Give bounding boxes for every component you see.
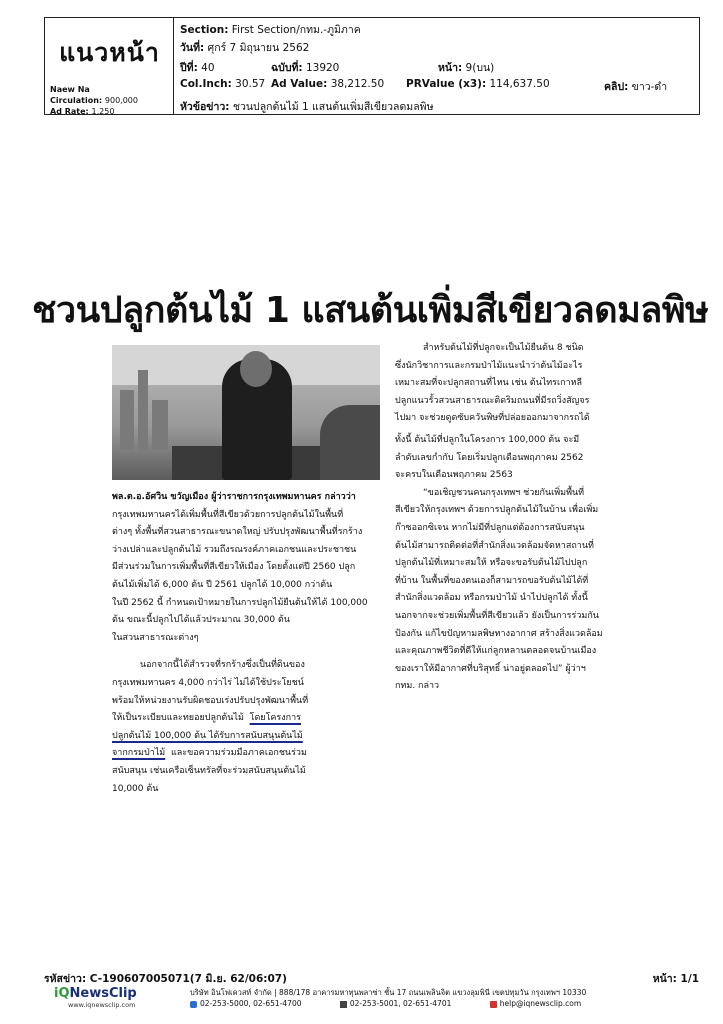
topic-row: หัวข้อข่าว: ชวนปลูกต้นไม้ 1 แสนต้นเพิ่มสีเขียวลดมลพิษ <box>180 101 434 113</box>
article-line: ปลูกแนวรั้วสวนสาธารณะติดริมถนนที่มีรถวิ่งสัญจร <box>395 395 590 406</box>
article-line: มีส่วนร่วมในการเพิ่มพื้นที่สีเขียวให้เมือง โดยตั้งแต่ปี 2560 ปลูก <box>112 562 356 573</box>
article-line: ของเราให้มีอากาศที่บริสุทธิ์ น่าอยู่ตลอดไป” ผู้ว่าฯ <box>395 663 586 674</box>
fax-icon <box>340 1001 347 1008</box>
highlighted-text: โดยโครงการ <box>249 713 301 724</box>
article-line: กรุงเทพมหานคร 4,000 กว่าไร่ ไม่ได้ใช้ประโยชน์ <box>112 677 304 688</box>
news-code: รหัสข่าว: C-190607005071(7 มิ.ย. 62/06:07) <box>44 973 287 985</box>
clipping-details <box>174 18 699 114</box>
article-line: ต่างๆ ทั้งพื้นที่สวนสาธารณะขนาดใหญ่ ปรับปรุงพัฒนาพื้นที่รกร้าง <box>112 527 363 538</box>
value-row: Col.Inch: 30.57 Ad Value: 38,212.50 PRValue (x3): 114,637.50 คลิป: ขาว-ดำ <box>180 78 668 93</box>
date-row: วันที่: ศุกร์ 7 มิถุนายน 2562 <box>180 42 310 54</box>
article-line: จากกรมป่าไม้ และขอความร่วมมือภาคเอกชนร่วม <box>112 748 307 759</box>
article-line: 10,000 ต้น <box>112 783 159 794</box>
email-contact[interactable]: help@iqnewsclip.com <box>490 999 599 1008</box>
article-column-left <box>112 489 380 798</box>
article-line: กทม. กล่าว <box>395 681 440 692</box>
footer-bar <box>44 986 700 1012</box>
publication-logo: แนวหน้า <box>59 38 160 67</box>
contact-row <box>190 999 617 1008</box>
article-line: สีเขียวให้กรุงเทพฯ ด้วยการปลูกต้นไม้ในบ้าน เพื่อเพิ่ม <box>395 505 599 516</box>
article-line: ลำดับเลขกำกับ โดยเริ่มปลูกเดือนพฤภาคม 2562 <box>395 452 584 463</box>
article-lead: พล.ต.อ.อัศวิน ขวัญเมือง ผู้ว่าราชการกรุงเทพมหานคร กล่าวว่า <box>112 492 356 502</box>
mail-icon <box>490 1001 497 1008</box>
article-line: นอกจากจะช่วยเพิ่มพื้นที่สีเขียวแล้ว ยังเป็นการร่วมกัน <box>395 610 599 621</box>
article-line: ในสวนสาธารณะต่างๆ <box>112 632 199 643</box>
article-line: ไปมา จะช่วยดูดซับควันพิษที่ปล่อยออกมาจากรถได้ <box>395 413 590 424</box>
clipping-header <box>44 17 700 115</box>
article-line: จะครบในเดือนพฤภาคม 2563 <box>395 470 513 481</box>
article-headline: ชวนปลูกต้นไม้ 1 แสนต้นเพิ่มสีเขียวลดมลพิษ <box>32 290 709 331</box>
phone-icon <box>190 1001 197 1008</box>
section-row: Section: First Section/กทม.-ภูมิภาค <box>180 24 361 36</box>
article-line: นอกจากนี้ได้สำรวจที่รกร้างซึ่งเป็นที่ดินของ <box>140 660 305 671</box>
page-number: หน้า: 1/1 <box>652 973 699 985</box>
publication-box <box>45 18 174 114</box>
article-line: “ขอเชิญชวนคนกรุงเทพฯ ช่วยกันเพิ่มพื้นที่ <box>423 487 585 498</box>
publication-meta <box>50 84 138 117</box>
highlighted-text: ปลูกต้นไม้ 100,000 ต้น ได้รับการสนับสนุนต้นไม้ <box>112 730 303 741</box>
article-line: และคุณภาพชีวิตที่ดีให้แก่ลูกหลานตลอดจนบ้านเมือง <box>395 646 597 657</box>
article-line: ทั้งนี้ ต้นไม้ที่ปลูกในโครงการ 100,000 ต้น จะมี <box>395 434 580 445</box>
article-line: ต้นไม้เพิ่มได้ 6,000 ต้น ปี 2561 ปลูกได้ 10,000 กว่าต้น <box>112 579 333 590</box>
circulation: Circulation: 900,000 <box>50 96 138 105</box>
article-line: พร้อมให้หน่วยงานรับผิดชอบเร่งปรับปรุงพัฒนาพื้นที่ <box>112 695 309 706</box>
publication-name-en: Naew Na <box>50 85 90 94</box>
highlighted-text: จากกรมป่าไม้ <box>112 748 166 759</box>
article-line: ต้นไม้สามารถติดต่อที่สำนักสิ่งแวดล้อมจัดหาสถานที่ <box>395 540 594 551</box>
article-line: ก๊าซออกซิเจน หากไม่มีที่ปลูกแต่ต้องการสนับสนุน <box>395 522 585 533</box>
company-address: บริษัท อินโฟเควสท์ จำกัด | 888/178 อาคารมหาทุนพลาซ่า ชั้น 17 ถนนเพลินจิต แขวงลุมพินี เขตปทุมวัน กรุงเทพฯ 10330 <box>190 988 587 997</box>
article-line: ว่างเปล่าและปลูกต้นไม้ รวมถึงรณรงค์ภาคเอกชนและประชาชน <box>112 544 357 555</box>
article-line: ที่บ้าน ในพื้นที่ของตนเองก็สามารถขอรับต้นไม้ได้ที่ <box>395 575 589 586</box>
fax-contact: 02-253-5001, 02-651-4701 <box>340 999 469 1008</box>
article-line: สำหรับต้นไม้ที่ปลูกจะเป็นไม้ยืนต้น 8 ชนิด <box>423 343 584 353</box>
issue-row: ปีที่: 40 ฉบับที่: 13920 หน้า: 9(บน) <box>180 62 495 74</box>
article-photo <box>112 345 380 480</box>
phone-contact: 02-253-5000, 02-651-4700 <box>190 999 319 1008</box>
article-column-right <box>395 340 700 696</box>
article-line: สนับสนุน เช่นเครือเซ็นทรัลที่จะร่วมสนับสนุนต้นไม้ <box>112 765 306 776</box>
article-line: เหมาะสมที่จะปลูกสถานที่ไหน เช่น ต้นไทรเกาหลี <box>395 378 583 389</box>
photo-person-head <box>240 351 272 387</box>
ad-rate: Ad Rate: 1,250 <box>50 107 115 116</box>
article-line: ปลูกต้นไม้ที่เหมาะสมให้ หรือจะขอรับต้นไม้ไปปลูก <box>395 558 588 569</box>
article-line: สำนักสิ่งแวดล้อม หรือกรมป่าไม้ นำไปปลูกได้ ทั้งนี้ <box>395 593 588 604</box>
article-line: ซึ่งนักวิชาการและกรมป่าไม้แนะนำว่าต้นไม้อะไร <box>395 360 583 371</box>
article-line: ให้เป็นระเบียบและทยอยปลูกต้นไม้ โดยโครงการ <box>112 713 301 724</box>
article-line: ในปี 2562 นี้ กำหนดเป้าหมายในการปลูกไม้ยืนต้นให้ได้ 100,000 <box>112 597 368 608</box>
article-line: กรุงเทพมหานครได้เพิ่มพื้นที่สีเขียวด้วยการปลูกต้นไม้ในพื้นที่ <box>112 509 344 520</box>
photo-plants <box>320 405 380 480</box>
logo-url[interactable]: www.iqnewsclip.com <box>68 1001 136 1009</box>
article-line: ต้น ขณะนี้ปลูกไปได้แล้วประมาณ 30,000 ต้น <box>112 615 290 626</box>
article-line: ป้องกัน แก้ไขปัญหามลพิษทางอากาศ สร้างสิ่งแวดล้อม <box>395 628 603 639</box>
iqnewsclip-logo[interactable]: iQNewsClip <box>54 986 137 1001</box>
